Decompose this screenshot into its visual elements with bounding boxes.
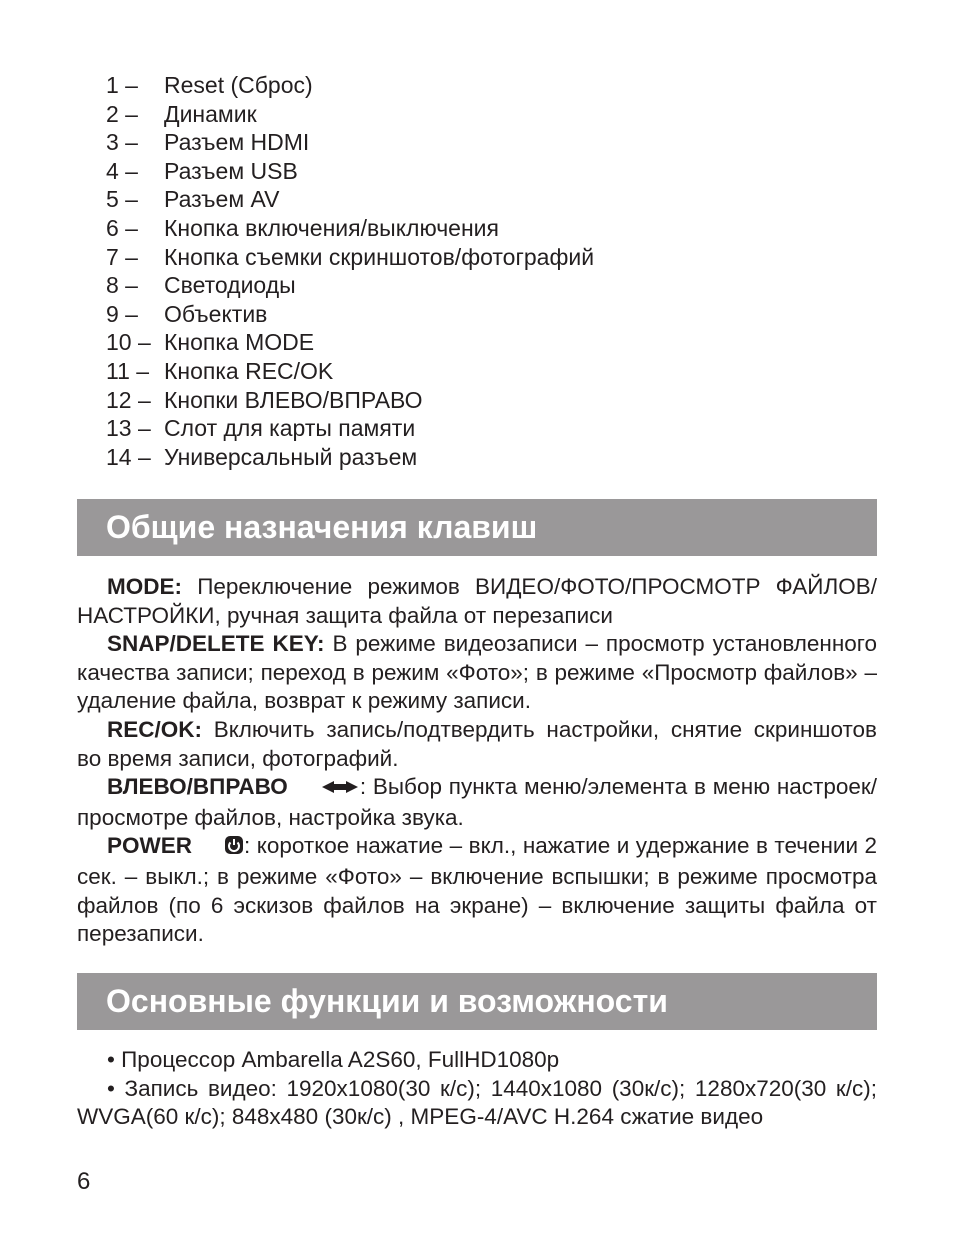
paragraph [77,630,877,716]
item-number: 3 – [106,129,138,156]
item-label: Кнопки ВЛЕВО/ВПРАВО [164,386,423,413]
item-number: 12 – [106,386,151,413]
item-number: 5 – [106,186,138,213]
item-label: Динамик [164,100,257,127]
key-term: REC/OK: [107,716,202,742]
item-label: Разъем USB [164,157,298,184]
item-number: 6 – [106,214,138,241]
item-number: 8 – [106,272,138,299]
key-descriptions [77,573,877,949]
feature-item: • Запись видео: 1920x1080(30 к/с); 1440x1080 (30к/с); 1280x720(30 к/с); WVGA(60 к/с); 848x480 (30к/с) , MPEG-4/AVC H.264 сжатие видео [77,1075,877,1130]
power-icon [194,834,244,863]
key-description: Переключение режимов ВИДЕО/ФОТО/ПРОСМОТР ФАЙЛОВ/НАСТРОЙКИ, ручная защита файла от перезаписи [77,574,877,628]
list-item [106,300,594,329]
item-label: Кнопка съемки скриншотов/фотографий [164,243,595,270]
key-description: В режиме видеозаписи – просмотр установленного качества записи; переход в режим «Фото»; в режиме «Просмотр файлов» – удаление файла, возврат к режиму записи. [77,631,878,714]
list-item [106,357,594,386]
list-item [106,100,594,129]
feature-item: • Процессор Ambarella A2S60, FullHD1080p [107,1047,560,1072]
item-label: Кнопка REC/OK [164,357,334,384]
item-number: 13 – [106,415,151,442]
list-item [106,157,594,186]
section-title: Основные функции и возможности [106,983,668,1019]
item-label: Кнопка включения/выключения [164,214,499,241]
key-term: SNAP/DELETE KEY: [107,631,325,657]
item-label: Слот для карты памяти [164,415,416,442]
list-item [106,185,594,214]
key-term: POWER [107,833,193,859]
list-item [106,328,594,357]
left-right-arrows-icon [290,775,360,804]
section-header-features [77,973,877,1030]
item-number: 4 – [106,157,138,184]
section-header-keys [77,499,877,556]
list-item [106,271,594,300]
item-label: Разъем AV [164,186,280,213]
list-item [106,414,594,443]
key-description: : короткое нажатие – вкл., нажатие и удержание в течении 2 сек. – выкл.; в режиме «Фото» – включение вспышки; в режиме просмотра файлов (по 6 эскизов файлов на экране) – включение защиты файла от перезаписи. [77,833,877,947]
section-title: Общие назначения клавиш [106,509,538,545]
paragraph [77,716,877,773]
page-number: 6 [77,1168,91,1195]
item-label: Reset (Сброс) [164,72,313,98]
paragraph [77,773,877,832]
feature-list [77,1046,877,1132]
item-number: 9 – [106,300,138,327]
key-description: : Выбор пункта меню/элемента в меню настроек/просмотре файлов, настройка звука. [77,774,877,830]
key-term: MODE: [107,574,182,599]
key-description: Включить запись/подтвердить настройки, снятие скриншотов во время записи, фотографий. [77,716,877,771]
item-number: 1 – [106,72,138,98]
item-label: Объектив [164,300,268,327]
item-label: Разъем HDMI [164,129,310,156]
list-item [106,243,594,272]
list-item [106,386,594,415]
list-item [106,443,594,472]
list-item [106,128,594,157]
item-number: 14 – [106,443,151,470]
item-number: 11 – [106,357,150,384]
list-item [106,71,594,100]
item-number: 7 – [106,243,138,270]
list-item [106,214,594,243]
key-term: ВЛЕВО/ВПРАВО [107,774,288,800]
item-label: Светодиоды [164,272,296,299]
item-label: Кнопка MODE [164,329,315,356]
paragraph [77,832,877,948]
parts-list [106,71,594,471]
item-label: Универсальный разъем [164,443,418,470]
paragraph [77,573,877,630]
item-number: 2 – [106,100,138,127]
item-number: 10 – [106,329,151,356]
